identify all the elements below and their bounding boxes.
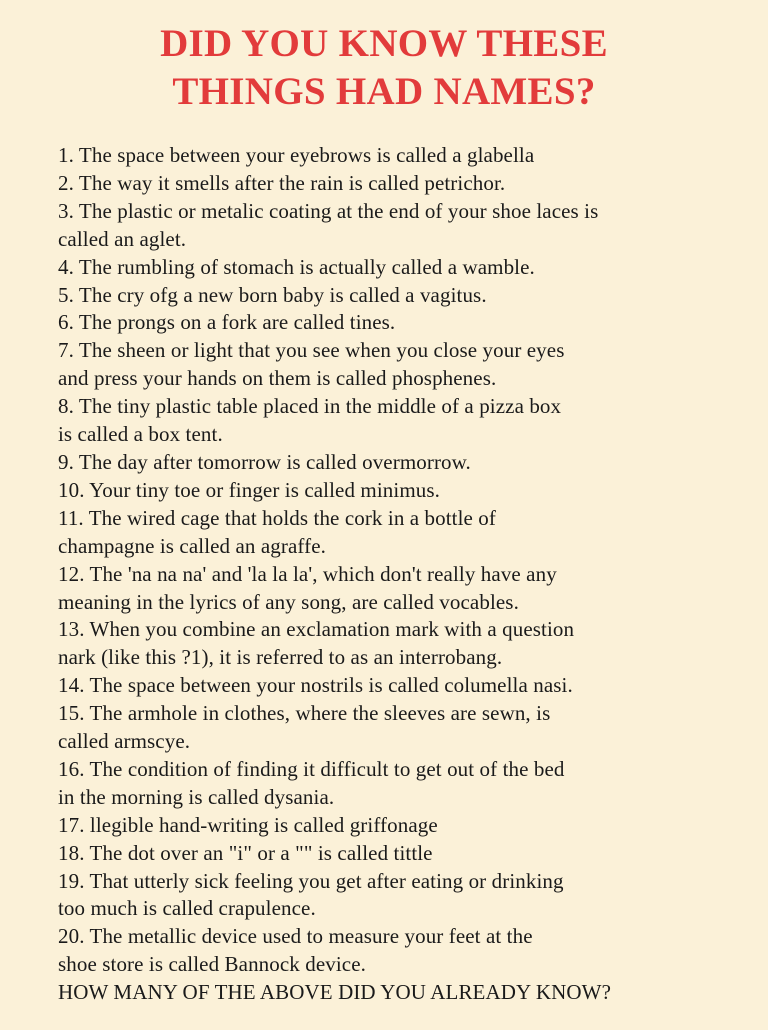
fact-line: too much is called crapulence.	[58, 896, 316, 921]
fact-line: 18. The dot over an "i" or a "" is called tittle	[58, 840, 433, 865]
fact-line: 14. The space between your nostrils is called columella nasi.	[58, 673, 573, 698]
fact-line: 5. The cry ofg a new born baby is called a vagitus.	[58, 282, 487, 307]
fact-line: shoe store is called Bannock device.	[58, 952, 366, 977]
fact-line: 1. The space between your eyebrows is called a glabella	[58, 143, 535, 167]
fact-line: called armscye.	[58, 729, 191, 754]
fact-line: champagne is called an agraffe.	[58, 533, 326, 558]
fact-line: 7. The sheen or light that you see when you close your eyes	[58, 338, 565, 363]
fact-line: 11. The wired cage that holds the cork in a bottle of	[58, 505, 497, 530]
fact-line: in the morning is called dysania.	[58, 784, 335, 809]
fact-line: 2. The way it smells after the rain is called petrichor.	[58, 170, 506, 195]
fact-line: 3. The plastic or metalic coating at the end of your shoe laces is	[58, 198, 599, 223]
title-line-1: DID YOU KNOW THESE	[160, 22, 608, 65]
fact-line: and press your hands on them is called phosphenes.	[58, 366, 497, 391]
facts-list	[58, 142, 730, 1007]
fact-line: 13. When you combine an exclamation mark with a question	[58, 617, 575, 642]
fact-line: 10. Your tiny toe or finger is called minimus.	[58, 477, 440, 502]
fact-line: 17. llegible hand-writing is called griffonage	[58, 812, 438, 837]
fact-line: 20. The metallic device used to measure your feet at the	[58, 924, 533, 949]
title-line-2: THINGS HAD NAMES?	[172, 70, 596, 113]
fact-line: 6. The prongs on a fork are called tines.	[58, 310, 396, 335]
fact-line: is called a box tent.	[58, 422, 223, 447]
fact-line: nark (like this ?1), it is referred to as an interrobang.	[58, 645, 503, 670]
fact-line: meaning in the lyrics of any song, are called vocables.	[58, 589, 519, 614]
fact-line: 15. The armhole in clothes, where the sleeves are sewn, is	[58, 701, 551, 726]
fact-line: called an aglet.	[58, 226, 187, 251]
closing-question: HOW MANY OF THE ABOVE DID YOU ALREADY KNOW?	[58, 980, 611, 1005]
fact-line: 16. The condition of finding it difficult to get out of the bed	[58, 756, 565, 781]
fact-line: 12. The 'na na na' and 'la la la', which don't really have any	[58, 561, 557, 586]
fact-line: 4. The rumbling of stomach is actually called a wamble.	[58, 254, 535, 279]
fact-line: 9. The day after tomorrow is called overmorrow.	[58, 449, 471, 474]
page-title	[0, 20, 768, 116]
fact-line: 19. That utterly sick feeling you get after eating or drinking	[58, 868, 564, 893]
fact-line: 8. The tiny plastic table placed in the middle of a pizza box	[58, 394, 562, 419]
